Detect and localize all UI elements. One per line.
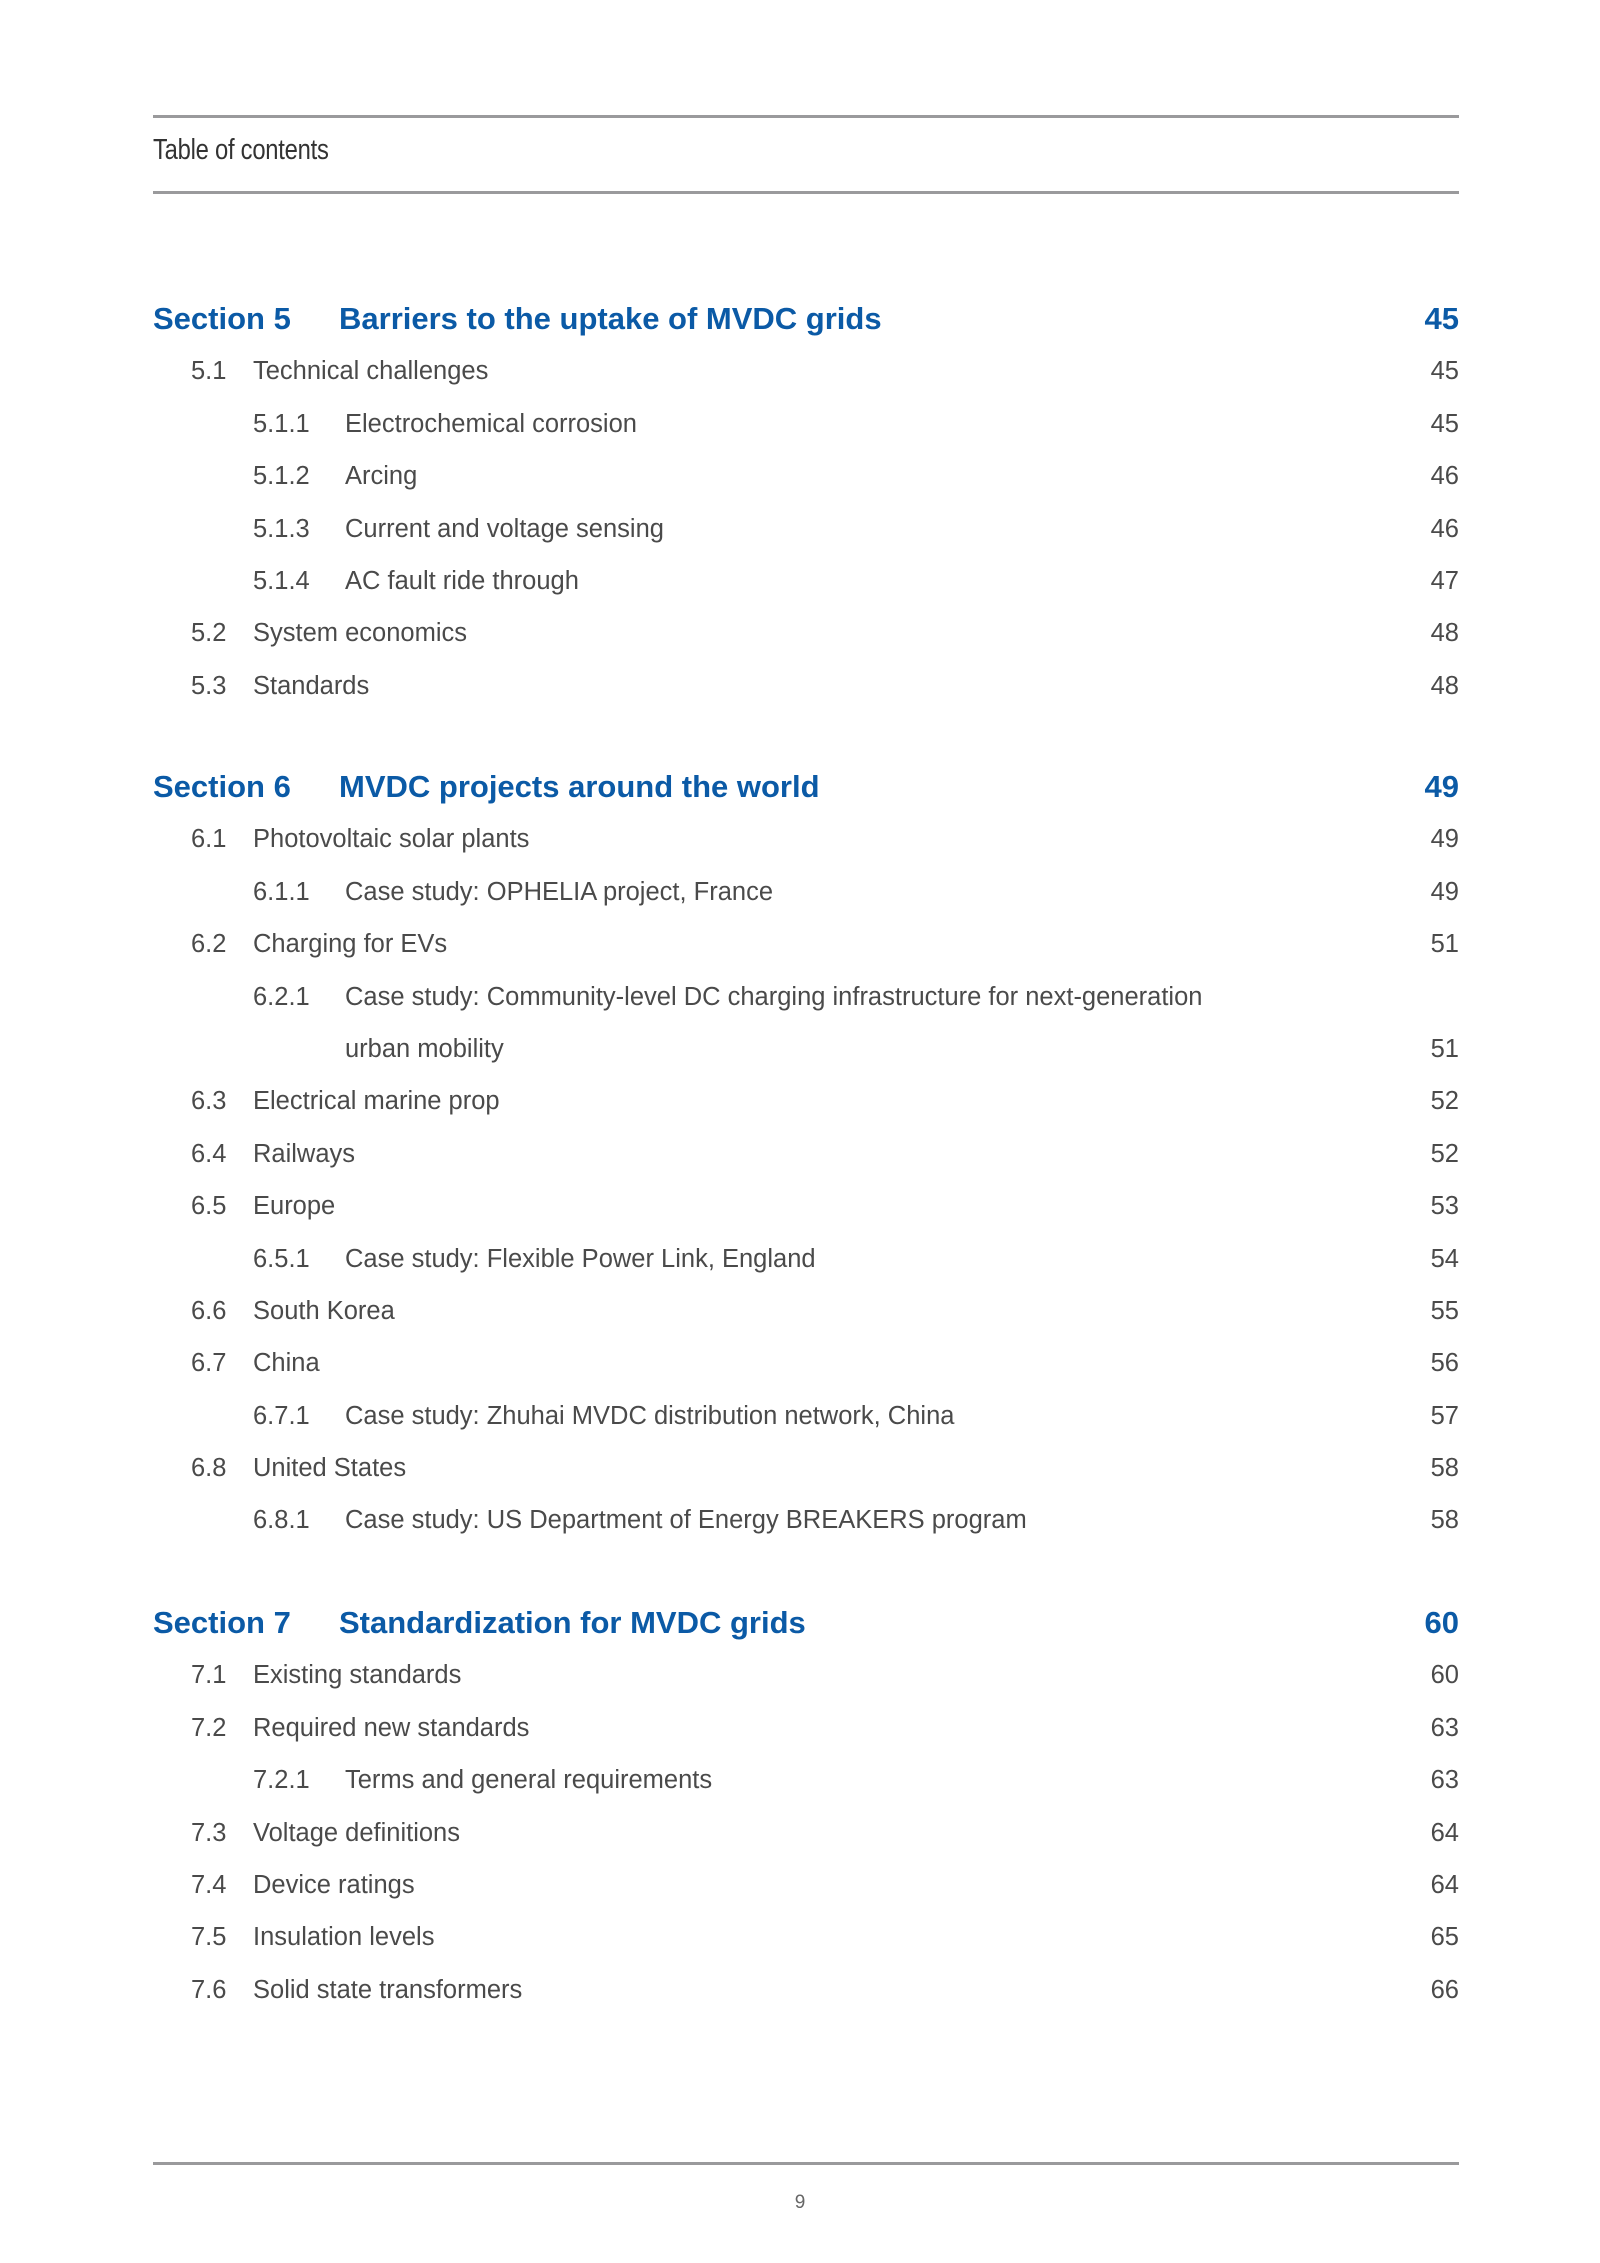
entry-number: 7.1	[191, 1661, 227, 1690]
entry-title: Terms and general requirements	[345, 1766, 713, 1795]
toc-entry[interactable]	[153, 1075, 1459, 1127]
entry-number: 6.2.1	[253, 982, 310, 1011]
entry-title: Solid state transformers	[253, 1975, 523, 2004]
entry-page: 54	[1430, 1244, 1459, 1273]
entry-page: 46	[1430, 462, 1459, 491]
toc-entry[interactable]	[153, 398, 1459, 450]
entry-page: 49	[1430, 877, 1459, 906]
entry-number: 6.3	[191, 1087, 227, 1116]
header-bottom-rule	[153, 191, 1459, 194]
page-header-title: Table of contents	[153, 134, 329, 166]
toc-entry[interactable]	[153, 1494, 1459, 1546]
entry-page: 64	[1430, 1818, 1459, 1847]
entry-title: Railways	[253, 1139, 356, 1168]
entry-title: United States	[253, 1454, 407, 1483]
entry-title: Technical challenges	[253, 357, 489, 386]
footer-rule	[153, 2162, 1459, 2165]
entry-title: Existing standards	[253, 1661, 462, 1690]
toc-entry[interactable]	[153, 1859, 1459, 1911]
section-page: 60	[1424, 1605, 1459, 1640]
entry-page: 63	[1430, 1713, 1459, 1742]
toc-entry[interactable]	[153, 866, 1459, 918]
entry-title: System economics	[253, 619, 467, 648]
entry-number: 5.1.4	[253, 566, 310, 595]
toc-entry[interactable]	[153, 1180, 1459, 1232]
entry-title: Arcing	[345, 462, 418, 491]
entry-page: 56	[1430, 1349, 1459, 1378]
toc-section-6	[153, 761, 1459, 1547]
entry-title: South Korea	[253, 1296, 395, 1325]
entry-number: 6.2	[191, 930, 227, 959]
entry-title: Photovoltaic solar plants	[253, 825, 530, 854]
section-page: 45	[1424, 301, 1459, 336]
entry-title: Case study: Flexible Power Link, England	[345, 1244, 816, 1273]
entry-page: 58	[1430, 1506, 1459, 1535]
section-number: Section 7	[153, 1605, 291, 1640]
toc-section-7	[153, 1597, 1459, 2016]
entry-page: 48	[1430, 671, 1459, 700]
toc-entry[interactable]	[153, 1337, 1459, 1389]
entry-number: 6.7.1	[253, 1401, 310, 1430]
entry-page: 57	[1430, 1401, 1459, 1430]
entry-number: 7.2	[191, 1713, 227, 1742]
toc-entry[interactable]	[153, 1649, 1459, 1701]
entry-title: China	[253, 1349, 320, 1378]
entry-page: 51	[1430, 930, 1459, 959]
toc-entry[interactable]	[153, 503, 1459, 555]
entry-number: 6.1.1	[253, 877, 310, 906]
entry-number: 7.3	[191, 1818, 227, 1847]
toc-entry[interactable]	[153, 1390, 1459, 1442]
toc-entry[interactable]	[153, 1285, 1459, 1337]
entry-number: 6.1	[191, 825, 227, 854]
toc-entry[interactable]	[153, 555, 1459, 607]
entry-number: 7.5	[191, 1923, 227, 1952]
page-number: 9	[794, 2192, 806, 2213]
entry-number: 5.1.1	[253, 409, 310, 438]
entry-number: 7.2.1	[253, 1766, 310, 1795]
section-number: Section 5	[153, 301, 291, 336]
entry-number: 6.5	[191, 1192, 227, 1221]
toc-entry[interactable]	[153, 607, 1459, 659]
entry-number: 5.1.2	[253, 462, 310, 491]
section-heading[interactable]	[153, 1597, 1459, 1649]
toc-entry[interactable]	[153, 1911, 1459, 1963]
entry-title: Insulation levels	[253, 1923, 435, 1952]
entry-page: 46	[1430, 514, 1459, 543]
toc-entry[interactable]	[153, 345, 1459, 397]
entry-title: Case study: Zhuhai MVDC distribution network, China	[345, 1401, 955, 1430]
entry-page: 53	[1430, 1192, 1459, 1221]
toc-entry[interactable]	[153, 1807, 1459, 1859]
section-title: Barriers to the uptake of MVDC grids	[339, 301, 882, 336]
toc-entry[interactable]	[153, 660, 1459, 712]
toc-entry[interactable]	[153, 971, 1459, 1023]
section-title: MVDC projects around the world	[339, 769, 820, 804]
toc-entry[interactable]	[153, 918, 1459, 970]
entry-page: 66	[1430, 1975, 1459, 2004]
entry-number: 5.3	[191, 671, 227, 700]
entry-title: urban mobility	[345, 1034, 504, 1063]
section-heading[interactable]	[153, 761, 1459, 813]
entry-page: 51	[1430, 1034, 1459, 1063]
entry-title: Standards	[253, 671, 370, 700]
entry-title: Europe	[253, 1192, 336, 1221]
section-heading[interactable]	[153, 293, 1459, 345]
entry-number: 7.6	[191, 1975, 227, 2004]
toc-entry[interactable]	[153, 1128, 1459, 1180]
entry-number: 6.4	[191, 1139, 227, 1168]
entry-title: Charging for EVs	[253, 930, 448, 959]
entry-number: 7.4	[191, 1870, 227, 1899]
entry-title: Case study: US Department of Energy BREAKERS program	[345, 1506, 1027, 1535]
toc-entry[interactable]	[153, 813, 1459, 865]
entry-title: Required new standards	[253, 1713, 530, 1742]
entry-number: 6.6	[191, 1296, 227, 1325]
entry-page: 63	[1430, 1766, 1459, 1795]
entry-title: Case study: OPHELIA project, France	[345, 877, 774, 906]
entry-title: Case study: Community-level DC charging infrastructure for next-generation	[345, 982, 1203, 1011]
entry-page: 45	[1430, 409, 1459, 438]
entry-number: 5.1.3	[253, 514, 310, 543]
entry-title: Electrical marine prop	[253, 1087, 500, 1116]
entry-number: 6.8.1	[253, 1506, 310, 1535]
entry-page: 49	[1430, 825, 1459, 854]
entry-page: 55	[1430, 1296, 1459, 1325]
entry-page: 58	[1430, 1454, 1459, 1483]
entry-page: 52	[1430, 1139, 1459, 1168]
entry-number: 6.5.1	[253, 1244, 310, 1273]
toc-entry[interactable]	[153, 1233, 1459, 1285]
entry-page: 48	[1430, 619, 1459, 648]
entry-number: 5.1	[191, 357, 227, 386]
entry-page: 47	[1430, 566, 1459, 595]
entry-title: Electrochemical corrosion	[345, 409, 637, 438]
entry-title: Voltage definitions	[253, 1818, 460, 1847]
toc-entry[interactable]	[153, 1754, 1459, 1806]
entry-page: 65	[1430, 1923, 1459, 1952]
toc-section-5	[153, 293, 1459, 712]
entry-page: 60	[1430, 1661, 1459, 1690]
entry-number: 6.8	[191, 1454, 227, 1483]
entry-number: 6.7	[191, 1349, 227, 1378]
toc-entry[interactable]	[153, 1964, 1459, 2016]
entry-page: 52	[1430, 1087, 1459, 1116]
entry-page: 45	[1430, 357, 1459, 386]
toc-entry[interactable]	[153, 450, 1459, 502]
entry-page: 64	[1430, 1870, 1459, 1899]
entry-title: Current and voltage sensing	[345, 514, 664, 543]
toc-entry[interactable]	[153, 1442, 1459, 1494]
entry-title: Device ratings	[253, 1870, 415, 1899]
toc-entry[interactable]	[153, 1702, 1459, 1754]
entry-title: AC fault ride through	[345, 566, 579, 595]
entry-number: 5.2	[191, 619, 227, 648]
section-number: Section 6	[153, 769, 291, 804]
toc-entry[interactable]	[153, 1023, 1459, 1075]
header-top-rule	[153, 115, 1459, 118]
section-page: 49	[1424, 769, 1459, 804]
section-title: Standardization for MVDC grids	[339, 1605, 806, 1640]
